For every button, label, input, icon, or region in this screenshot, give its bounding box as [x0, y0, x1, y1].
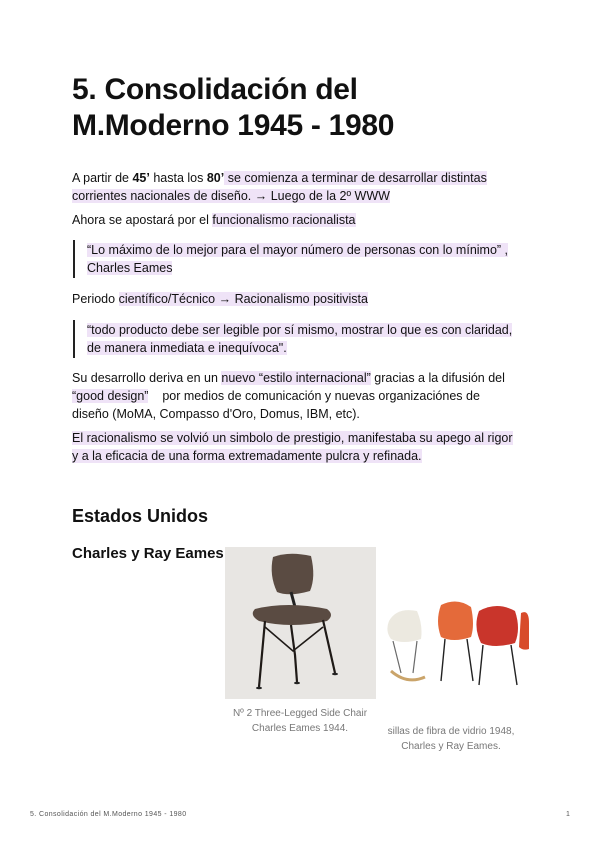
caption-line: Charles Eames 1944. — [251, 723, 349, 734]
quote-text: “todo producto debe ser legible por sí mismo, mostrar lo que es con claridad, — [87, 323, 513, 337]
eames-chair-photo — [225, 547, 376, 699]
caption-fiberglass — [378, 724, 524, 754]
quote-author: Charles Eames — [87, 261, 173, 275]
paragraph-highlight: “good design” — [72, 389, 149, 403]
prestigio-paragraph-line-2 — [72, 447, 422, 465]
quote-bar — [73, 320, 75, 358]
caption-line: Charles y Ray Eames. — [401, 741, 501, 752]
quote-eames-line-1 — [87, 241, 508, 259]
funcionalismo-paragraph — [72, 211, 356, 229]
paragraph-highlight: científico/Técnico → Racionalismo positivista — [118, 292, 368, 306]
year-45: 45’ — [132, 171, 150, 185]
quote-producto-line-2 — [87, 339, 287, 357]
caption-line: sillas de fibra de vidrio 1948, — [387, 726, 515, 737]
intro-highlight: corrientes nacionales de diseño. → Luego de la 2º WWW — [72, 189, 390, 203]
paragraph-text: Periodo — [72, 292, 119, 306]
page-title — [72, 72, 542, 144]
chairs-illustration — [383, 593, 529, 693]
intro-highlight: se comienza a terminar de desarrollar distintas — [224, 171, 487, 185]
section-heading: Estados Unidos — [72, 506, 209, 526]
estilo-paragraph-line-3 — [72, 405, 360, 423]
paragraph-text: Su desarrollo deriva en un — [72, 371, 222, 385]
intro-text: hasta los — [149, 171, 207, 185]
estilo-paragraph-line-2 — [72, 387, 480, 405]
periodo-paragraph — [72, 290, 368, 308]
intro-text: A partir de — [72, 171, 133, 185]
quote-bar — [73, 240, 75, 278]
paragraph-text: por medios de comunicación y nuevas organizaciónes de — [148, 389, 480, 403]
intro-paragraph-line-1 — [72, 169, 487, 187]
quote-text: “Lo máximo de lo mejor para el mayor número de personas con lo mínimo” , — [87, 243, 509, 257]
title-line-2: M.Moderno 1945 - 1980 — [72, 109, 395, 142]
paragraph-highlight: nuevo “estilo internacional” — [221, 371, 371, 385]
paragraph-text: diseño (MoMA, Compasso d'Oro, Domus, IBM, etc). — [72, 407, 360, 421]
subsection-heading: Charles y Ray Eames — [72, 545, 224, 562]
estilo-paragraph-line-1 — [72, 369, 505, 387]
paragraph-text: gracias a la difusión del — [370, 371, 505, 385]
chair-illustration — [225, 547, 376, 699]
quote-producto-line-1 — [87, 321, 512, 339]
paragraph-text: Ahora se apostará por el — [72, 213, 213, 227]
year-80: 80’ — [206, 171, 225, 185]
paragraph-highlight: y a la eficacia de una forma extremadamente pulcra y refinada. — [72, 449, 422, 463]
footer-document-title: 5. Consolidación del M.Moderno 1945 - 1980 — [30, 811, 187, 818]
footer-page-number: 1 — [566, 811, 571, 818]
caption-line: Nº 2 Three-Legged Side Chair — [232, 708, 368, 719]
quote-eames-line-2 — [87, 259, 172, 277]
title-line-1: 5. Consolidación del — [72, 73, 358, 106]
caption-chair — [220, 706, 380, 736]
prestigio-paragraph-line-1 — [72, 429, 513, 447]
paragraph-highlight: funcionalismo racionalista — [212, 213, 356, 227]
paragraph-highlight: El racionalismo se volvió un simbolo de prestigio, manifestaba su apego al rigor — [72, 431, 513, 445]
quote-text: de manera inmediata e inequívoca". — [87, 341, 287, 355]
fiberglass-chairs-photo — [383, 593, 529, 693]
intro-paragraph-line-2 — [72, 187, 390, 205]
